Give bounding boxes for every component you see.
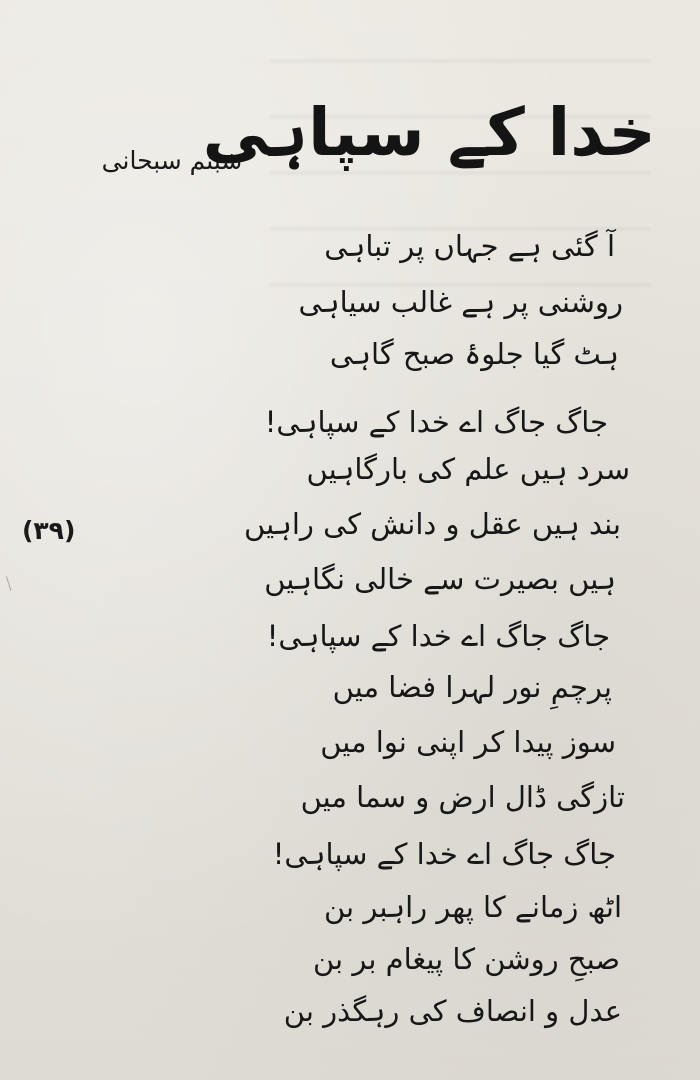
poem-line: سوز پیدا کر اپنی نوا میں: [320, 725, 616, 759]
poem-line: سرد ہیں علم کی بارگاہیں: [306, 452, 630, 486]
page-number: (۳۹): [22, 516, 76, 545]
poem-line: ہٹ گیا جلوۂ صبح گاہی: [329, 337, 619, 371]
poem-line: اٹھ زمانے کا پھر راہبر بن: [323, 890, 622, 924]
poem-line: صبحِ روشن کا پیغام بر بن: [312, 942, 620, 976]
poem-line: تازگی ڈال ارض و سما میں: [300, 780, 625, 814]
poem-line: عدل و انصاف کی رہگذر بن: [283, 994, 622, 1028]
poem-line: پرچمِ نور لہرا فضا میں: [332, 670, 612, 704]
poem-line: آ گئی ہے جہاں پر تباہی: [324, 229, 615, 263]
paper-scratch: [6, 574, 18, 591]
poem-line: بند ہیں عقل و دانش کی راہیں: [244, 507, 621, 541]
poem-line: روشنی پر ہے غالب سیاہی: [298, 285, 623, 319]
poem-refrain: جاگ جاگ اے خدا کے سپاہی!: [264, 405, 608, 439]
poem-refrain: جاگ جاگ اے خدا کے سپاہی!: [272, 837, 616, 871]
poem-title: خدا کے سپاہی: [202, 94, 656, 171]
poem-line: ہیں بصیرت سے خالی نگاہیں: [264, 562, 616, 596]
poem-refrain: جاگ جاگ اے خدا کے سپاہی!: [266, 619, 610, 653]
poet-name: شبنم سبحانی: [101, 146, 243, 175]
